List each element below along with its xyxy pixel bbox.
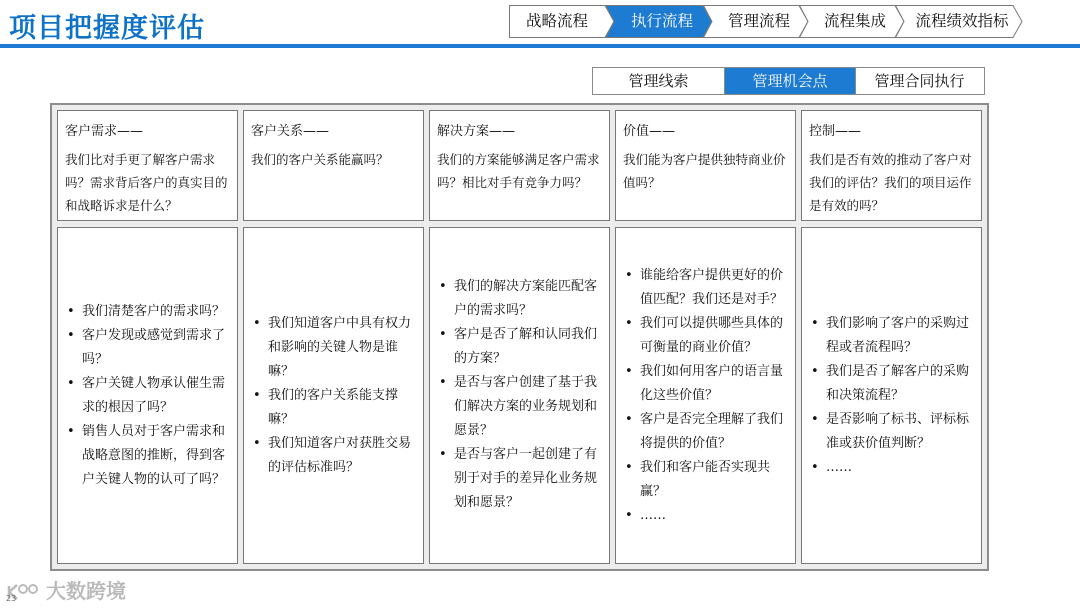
column-header-2	[243, 110, 424, 221]
column-heading: 控制——	[809, 124, 862, 139]
bullet-item: • 我们的解决方案能匹配客户的需求吗？	[438, 275, 601, 323]
column-heading: 解决方案——	[437, 124, 516, 139]
bullet-item: • 销售人员对于客户需求和战略意图的推断，得到客户关键人物的认可了吗？	[66, 420, 229, 492]
bullet-list	[616, 228, 795, 528]
subtab-3[interactable]: 管理合同执行	[855, 68, 983, 94]
bullet-list	[58, 228, 237, 492]
column-body-4	[615, 227, 796, 564]
title-divider	[0, 44, 1080, 48]
page-title: 项目把握度评估	[9, 13, 205, 44]
step-label: 流程绩效指标	[915, 12, 1009, 30]
bullet-item: • 是否影响了标书、评标标准或获价值判断？	[810, 408, 973, 456]
column-body-3	[429, 227, 610, 564]
column-body-2	[243, 227, 424, 564]
column-header-3	[429, 110, 610, 221]
step-label: 流程集成	[823, 12, 886, 30]
bullet-item: • 我们是否了解客户的采购和决策流程？	[810, 360, 973, 408]
bullet-item: • 我们知道客户中具有权力和影响的关键人物是谁嘛？	[252, 312, 415, 384]
bullet-item: • 我们影响了客户的采购过程或者流程吗？	[810, 312, 973, 360]
bullet-item: • 客户是否了解和认同我们的方案？	[438, 323, 601, 371]
column-header-1	[57, 110, 238, 221]
watermark-text: 大数跨境	[46, 579, 126, 603]
column-question: 我们能为客户提供独特商业价值吗？	[623, 152, 786, 190]
bullet-item: • 我们清楚客户的需求吗？	[66, 300, 229, 324]
bullet-item: • 谁能给客户提供更好的价值匹配？我们还是对手？	[624, 264, 787, 312]
step-tab-2[interactable]	[605, 5, 713, 38]
column-heading: 客户关系——	[251, 124, 330, 139]
column-question: 我们是否有效的推动了客户对我们的评估？我们的项目运作是有效的吗？	[809, 152, 972, 213]
bullet-list	[802, 228, 981, 480]
page-number: 23	[6, 594, 17, 603]
column-heading: 价值——	[623, 124, 676, 139]
sub-tabs	[592, 67, 985, 95]
step-label: 管理流程	[727, 12, 790, 30]
bullet-item: • 我们的客户关系能支撑嘛？	[252, 384, 415, 432]
step-label: 战略流程	[525, 12, 588, 30]
column-question: 我们的客户关系能赢吗？	[251, 152, 389, 167]
subtab-1[interactable]: 管理线索	[628, 72, 689, 90]
step-tab-1[interactable]	[509, 5, 615, 38]
bullet-item: • 是否与客户创建了基于我们解决方案的业务规划和愿景？	[438, 371, 601, 443]
column-heading: 客户需求——	[65, 124, 144, 139]
column-question: 我们的方案能够满足客户需求吗？相比对手有竞争力吗？	[437, 152, 600, 190]
bullet-list	[430, 228, 609, 515]
bullet-item: • 客户发现或感觉到需求了吗？	[66, 324, 229, 372]
bullet-item: • 客户关键人物承认催生需求的根因了吗？	[66, 372, 229, 420]
step-label: 执行流程	[630, 12, 693, 30]
column-body-1	[57, 227, 238, 564]
step-tab-5[interactable]	[895, 5, 1023, 38]
subtab-2[interactable]: 管理机会点	[724, 68, 855, 94]
bullet-item: • 客户是否完全理解了我们将提供的价值？	[624, 408, 787, 456]
bullet-item: • 我们知道客户对获胜交易的评估标准吗？	[252, 432, 415, 480]
column-body-5	[801, 227, 982, 564]
watermark	[6, 575, 126, 606]
column-question: 我们比对手更了解客户需求吗？需求背后客户的真实目的和战略诉求是什么？	[65, 152, 228, 213]
bullet-item: • 我们可以提供哪些具体的可衡量的商业价值？	[624, 312, 787, 360]
column-header-5	[801, 110, 982, 221]
step-tab-3[interactable]	[703, 5, 809, 38]
assessment-panel	[50, 103, 989, 571]
bullet-item: • ……	[624, 504, 787, 528]
bullet-item: • 我们和客户能否实现共赢？	[624, 456, 787, 504]
bullet-item: • ……	[810, 456, 973, 480]
bullet-item: • 是否与客户一起创建了有别于对手的差异化业务规划和愿景？	[438, 443, 601, 515]
bullet-item: • 我们如何用客户的语言量化这些价值？	[624, 360, 787, 408]
bullet-list	[244, 228, 423, 480]
step-tab-4[interactable]	[799, 5, 905, 38]
column-header-4	[615, 110, 796, 221]
